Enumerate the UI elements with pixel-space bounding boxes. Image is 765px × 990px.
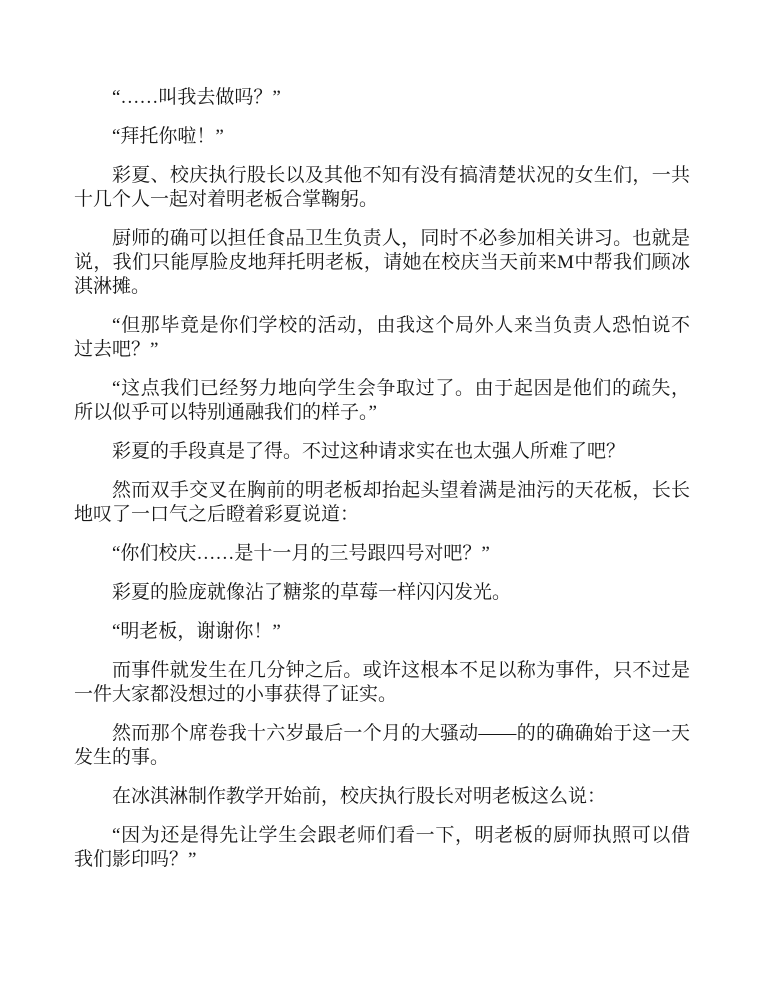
- paragraph-narration: 在冰淇淋制作教学开始前，校庆执行股长对明老板这么说：: [112, 786, 607, 807]
- paragraph-dialogue: “这点我们已经努力地向学生会争取过了。由于起因是他们的疏失，所以似乎可以特别通融我们的样子。”: [74, 378, 690, 423]
- paragraph-narration: 厨师的确可以担任食品卫生负责人，同时不必参加相关讲习。也就是说，我们只能厚脸皮地拜托明老板，请她在校庆当天前来M中帮我们顾冰淇淋摊。: [74, 228, 690, 297]
- paragraph-narration: 然而那个席卷我十六岁最后一个月的大骚动——的的确确始于这一天发生的事。: [74, 723, 690, 768]
- text-block: [74, 86, 690, 887]
- paragraph-dialogue: “因为还是得先让学生会跟老师们看一下，明老板的厨师执照可以借我们影印吗？”: [74, 825, 690, 870]
- paragraph-narration: 彩夏的手段真是了得。不过这种请求实在也太强人所难了吧？: [112, 441, 626, 462]
- paragraph-narration: 而事件就发生在几分钟之后。或许这根本不足以称为事件，只不过是一件大家都没想过的小事获得了证实。: [74, 660, 690, 705]
- paragraph-dialogue: “明老板，谢谢你！”: [112, 621, 281, 642]
- paragraph-narration: 然而双手交叉在胸前的明老板却抬起头望着满是油污的天花板，长长地叹了一口气之后瞪着彩夏说道：: [74, 480, 690, 525]
- paragraph-narration: 彩夏的脸庞就像沾了糖浆的草莓一样闪闪发光。: [112, 582, 512, 603]
- paragraph-dialogue: “但那毕竟是你们学校的活动，由我这个局外人来当负责人恐怕说不过去吧？”: [74, 315, 690, 360]
- paragraph-dialogue: “拜托你啦！”: [112, 126, 224, 147]
- paragraph-dialogue: “你们校庆……是十一月的三号跟四号对吧？”: [112, 543, 490, 564]
- paragraph-narration: 彩夏、校庆执行股长以及其他不知有没有搞清楚状况的女生们，一共十几个人一起对着明老板合掌鞠躬。: [74, 165, 690, 210]
- paragraph-dialogue: “……叫我去做吗？”: [112, 87, 281, 108]
